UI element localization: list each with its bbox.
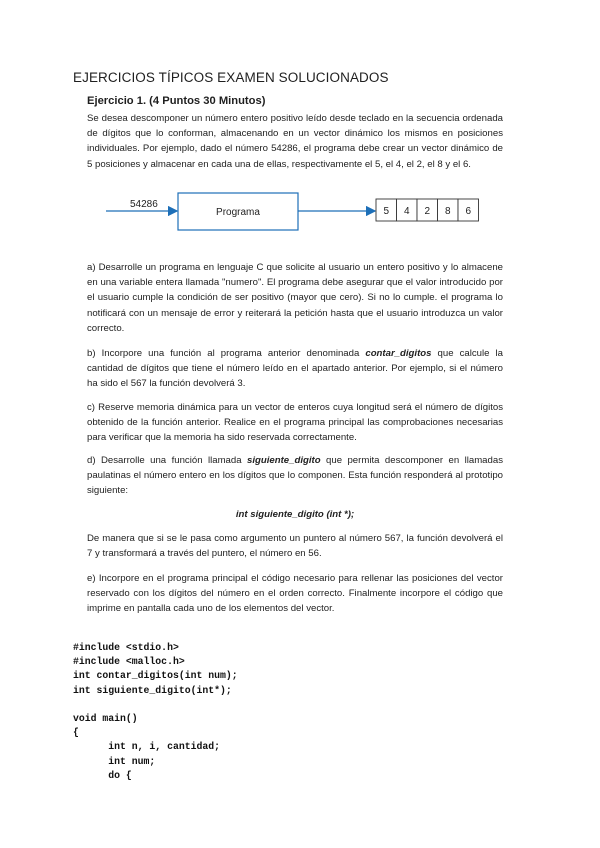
section-b [87,346,503,392]
code-line: int n, i, cantidad; [73,741,220,753]
section-d [87,453,503,499]
section-c: c) Reserve memoria dinámica para un vector de enteros cuya longitud será el número de dígitos obtenido de la función anterior. Realice en el programa principal las comprobaciones necesarias para verificar que la memoria ha sido reservada correctamente. [87,402,503,444]
code-line: #include <stdio.h> [73,642,179,653]
section-b-pre: b) Incorpore una función al programa anterior denominada [87,348,366,359]
section-d-note: De manera que si se le pasa como argumento un puntero al número 567, la función devolverá el 7 y transformará a través del puntero, el número en 56. [87,533,503,560]
section-b-function: contar_digitos [365,348,432,359]
vector-cell-value: 6 [465,206,472,217]
section-d-post: que permita descomponer en llamadas paulatinas el número entero en los dígitos que lo componen. Esta función responderá al prototipo siguiente: [87,455,503,497]
code-line: do { [73,769,132,781]
vector-cells [376,199,479,221]
page-title: EJERCICIOS TÍPICOS EXAMEN SOLUCIONADOS [73,70,389,85]
code-line: int num; [73,755,156,767]
code-line: #include <malloc.h> [73,656,185,668]
code-line: { [73,727,79,739]
vector-cell-value: 8 [444,206,451,217]
section-d-pre: d) Desarrolle una función llamada [87,455,248,466]
section-d-function: siguiente_digito [247,455,321,466]
program-diagram [0,180,600,240]
input-number-label: 54286 [130,199,158,210]
vector-cell-value: 5 [383,206,390,217]
section-b-post: que calcule la cantidad de dígitos que tiene el número leído en el apartado anterior. Por ejemplo, si el número ha sido el 567 la función devolverá 3. [87,348,503,390]
code-line: int contar_digitos(int num); [73,670,238,682]
vector-cell-value: 4 [403,206,410,217]
program-box-label: Programa [216,207,260,218]
code-block [73,641,238,783]
exercise-intro: Se desea descomponer un número entero positivo leído desde teclado en la secuencia ordenada de dígitos que lo conforman, almacenando en un vector dinámico los mismos en posiciones individuales. Por ejemplo, dado el número 54286, el programa debe crear un vector dinámico de 5 posiciones y almacenar en cada una de ellas, respectivamente el 5, el 4, el 2, el 8 y el 6. [87,113,503,170]
code-line: int siguiente_digito(int*); [73,684,232,696]
function-prototype: int siguiente_digito (int *); [235,509,355,520]
exercise-heading: Ejercicio 1. (4 Puntos 30 Minutos) [87,95,266,107]
vector-cell-value: 2 [424,206,431,217]
section-a: a) Desarrolle un programa en lenguaje C que solicite al usuario un entero positivo y lo almacene en una variable entera llamada "numero". El programa debe asegurar que el valor introducido por el usuario cumple la condición de ser positivo (mayor que cero). Si no lo cumple. el programa lo notificará con un mensaje de error y reiterará la petición hasta que el usuario introduzca un valor correcto. [87,262,503,334]
section-e: e) Incorpore en el programa principal el código necesario para rellenar las posiciones del vector reservado con los dígitos del número en el orden correcto. Finalmente incorpore el código que imprime en pantalla cada uno de los elementos del vector. [87,573,503,615]
code-line: void main() [73,712,138,724]
code-line [73,698,238,712]
